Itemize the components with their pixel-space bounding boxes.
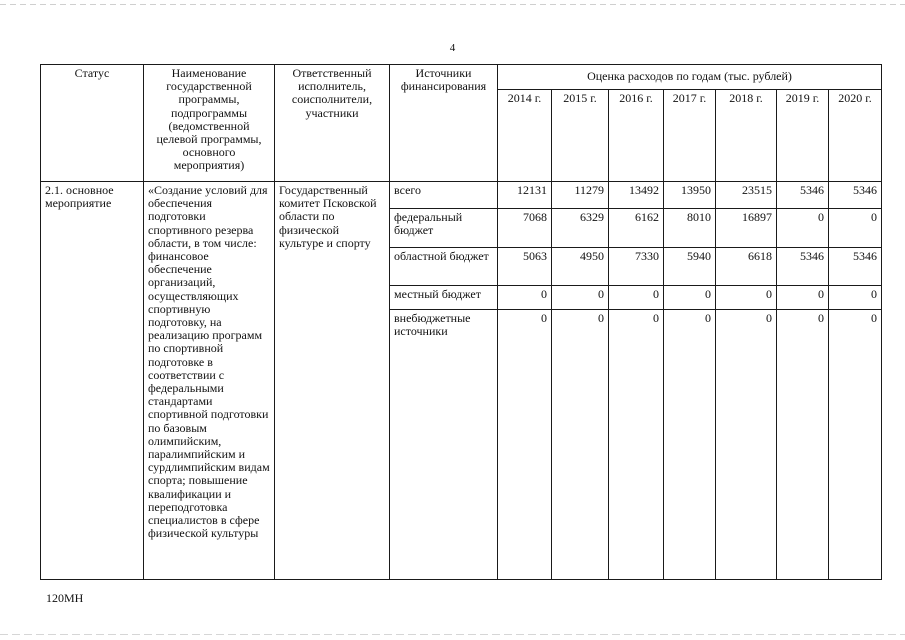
source-label: местный бюджет — [390, 286, 498, 310]
value-cell: 13950 — [664, 182, 716, 209]
header-name: Наименование государственной программы, подпрограммы (ведомственной целевой программы, основного мероприятия) — [144, 65, 275, 182]
value-cell: 6329 — [552, 209, 609, 248]
value-cell: 8010 — [664, 209, 716, 248]
year-header: 2018 г. — [716, 90, 777, 182]
year-header: 2014 г. — [498, 90, 552, 182]
value-cell: 0 — [777, 310, 829, 580]
header-costs: Оценка расходов по годам (тыс. рублей) — [498, 65, 882, 90]
year-header: 2019 г. — [777, 90, 829, 182]
value-cell: 6618 — [716, 248, 777, 286]
value-cell: 16897 — [716, 209, 777, 248]
year-header: 2020 г. — [829, 90, 882, 182]
value-cell: 13492 — [609, 182, 664, 209]
value-cell: 0 — [498, 310, 552, 580]
value-cell: 5346 — [829, 182, 882, 209]
scan-artifact-top — [0, 4, 905, 5]
value-cell: 0 — [716, 286, 777, 310]
executor-cell: Государственный комитет Псковской области по физической культуре и спорту — [275, 182, 390, 580]
value-cell: 11279 — [552, 182, 609, 209]
value-cell: 0 — [829, 310, 882, 580]
year-header: 2015 г. — [552, 90, 609, 182]
budget-table — [40, 64, 882, 580]
value-cell: 7330 — [609, 248, 664, 286]
value-cell: 0 — [498, 286, 552, 310]
value-cell: 0 — [664, 286, 716, 310]
name-cell: «Создание условий для обеспечения подготовки спортивного резерва области, в том числе: финансовое обеспечение организаций, осуществляющих спортивную подготовку, на реализацию программ по спортивной подготовке в соответствии с федеральными стандартами спортивной подготовки по базовым олимпийским, паралимпийским и сурдлимпийским видам спорта; повышение квалификации и переподготовка специалистов в сфере физической культуры — [144, 182, 275, 580]
header-status: Статус — [41, 65, 144, 182]
value-cell: 0 — [552, 310, 609, 580]
value-cell: 0 — [664, 310, 716, 580]
value-cell: 5346 — [777, 248, 829, 286]
value-cell: 5346 — [777, 182, 829, 209]
value-cell: 5346 — [829, 248, 882, 286]
value-cell: 7068 — [498, 209, 552, 248]
page-number: 4 — [449, 42, 456, 54]
source-label: областной бюджет — [390, 248, 498, 286]
header-row-main — [41, 65, 882, 90]
value-cell: 4950 — [552, 248, 609, 286]
source-label: федеральный бюджет — [390, 209, 498, 248]
status-cell: 2.1. основное мероприятие — [41, 182, 144, 580]
header-sources: Источники финансирования — [390, 65, 498, 182]
table-row — [41, 182, 882, 209]
value-cell: 5063 — [498, 248, 552, 286]
value-cell: 0 — [829, 209, 882, 248]
value-cell: 0 — [716, 310, 777, 580]
year-header: 2017 г. — [664, 90, 716, 182]
value-cell: 0 — [552, 286, 609, 310]
header-executor: Ответственный исполнитель, соисполнители, участники — [275, 65, 390, 182]
document-code: 120МН — [46, 591, 84, 605]
value-cell: 0 — [829, 286, 882, 310]
value-cell: 5940 — [664, 248, 716, 286]
source-label: всего — [390, 182, 498, 209]
value-cell: 23515 — [716, 182, 777, 209]
value-cell: 6162 — [609, 209, 664, 248]
value-cell: 0 — [777, 209, 829, 248]
value-cell: 12131 — [498, 182, 552, 209]
scan-artifact-bottom — [0, 634, 905, 635]
source-label: внебюджетные источники — [390, 310, 498, 580]
value-cell: 0 — [609, 310, 664, 580]
year-header: 2016 г. — [609, 90, 664, 182]
value-cell: 0 — [609, 286, 664, 310]
value-cell: 0 — [777, 286, 829, 310]
